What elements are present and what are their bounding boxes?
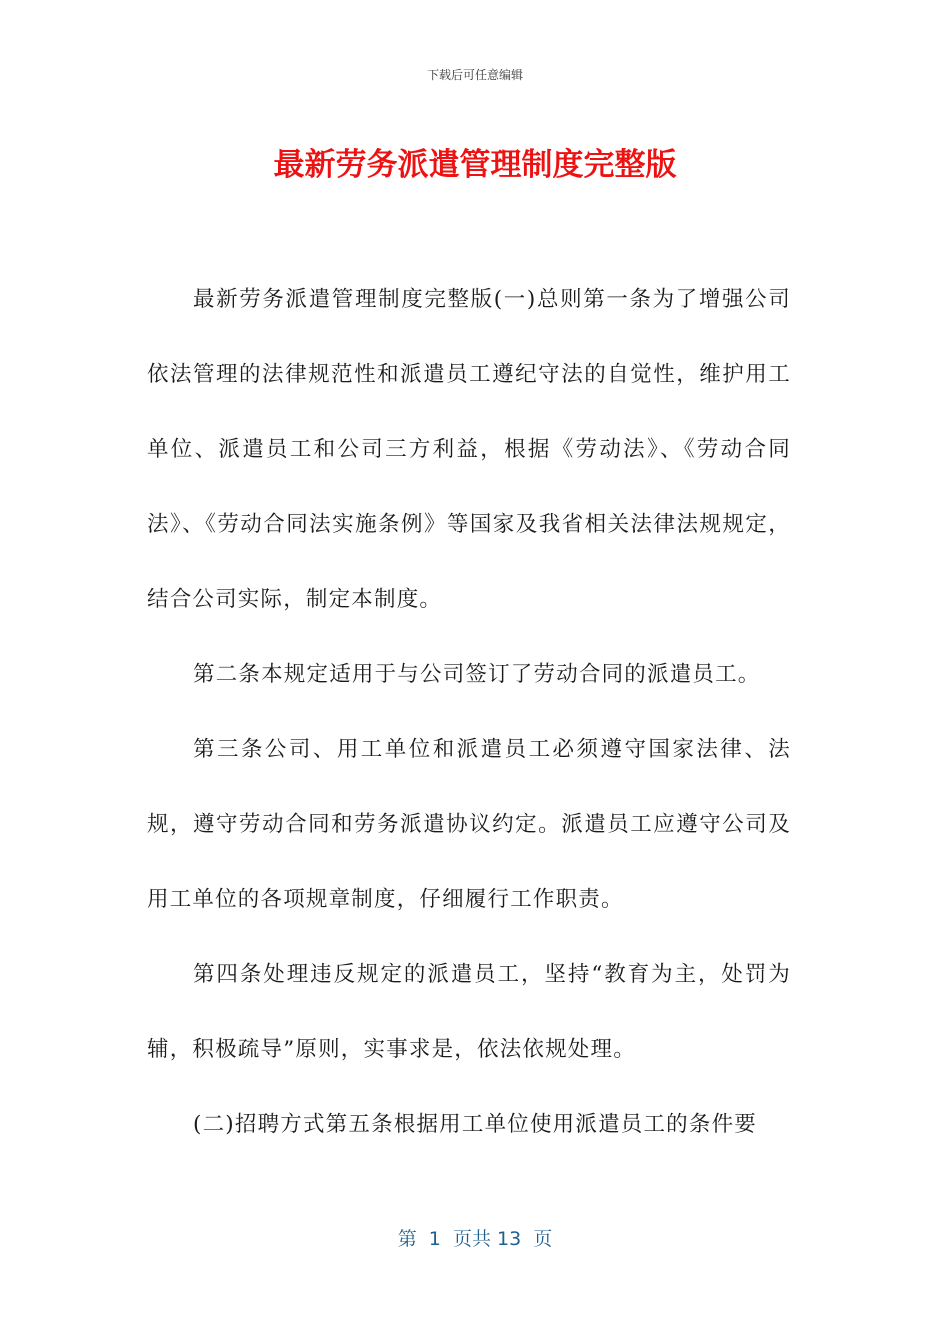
page-indicator: 第 1 页共 13 页 <box>397 1228 553 1250</box>
paragraph-1: 最新劳务派遣管理制度完整版(一)总则第一条为了增强公司依法管理的法律规范性和派遣员工遵纪守法的自觉性，维护用工单位、派遣员工和公司三方利益，根据《劳动法》、《劳动合同法》、《劳动合同法实施条例》等国家及我省相关法律法规规定，结合公司实际，制定本制度。 <box>147 287 791 612</box>
paragraph-2: 第二条本规定适用于与公司签订了劳动合同的派遣员工。 <box>193 662 761 687</box>
paragraph-5: (二)招聘方式第五条根据用工单位使用派遣员工的条件要 <box>193 1112 757 1137</box>
document-body <box>147 262 791 1162</box>
paragraph-4: 第四条处理违反规定的派遣员工，坚持“教育为主，处罚为辅，积极疏导”原则，实事求是，依法依规处理。 <box>147 962 791 1062</box>
paragraph-3: 第三条公司、用工单位和派遣员工必须遵守国家法律、法规，遵守劳动合同和劳务派遣协议约定。派遣员工应遵守公司及用工单位的各项规章制度，仔细履行工作职责。 <box>147 737 791 912</box>
header-note: 下载后可任意编辑 <box>426 68 523 82</box>
document-title: 最新劳务派遣管理制度完整版 <box>273 147 677 183</box>
